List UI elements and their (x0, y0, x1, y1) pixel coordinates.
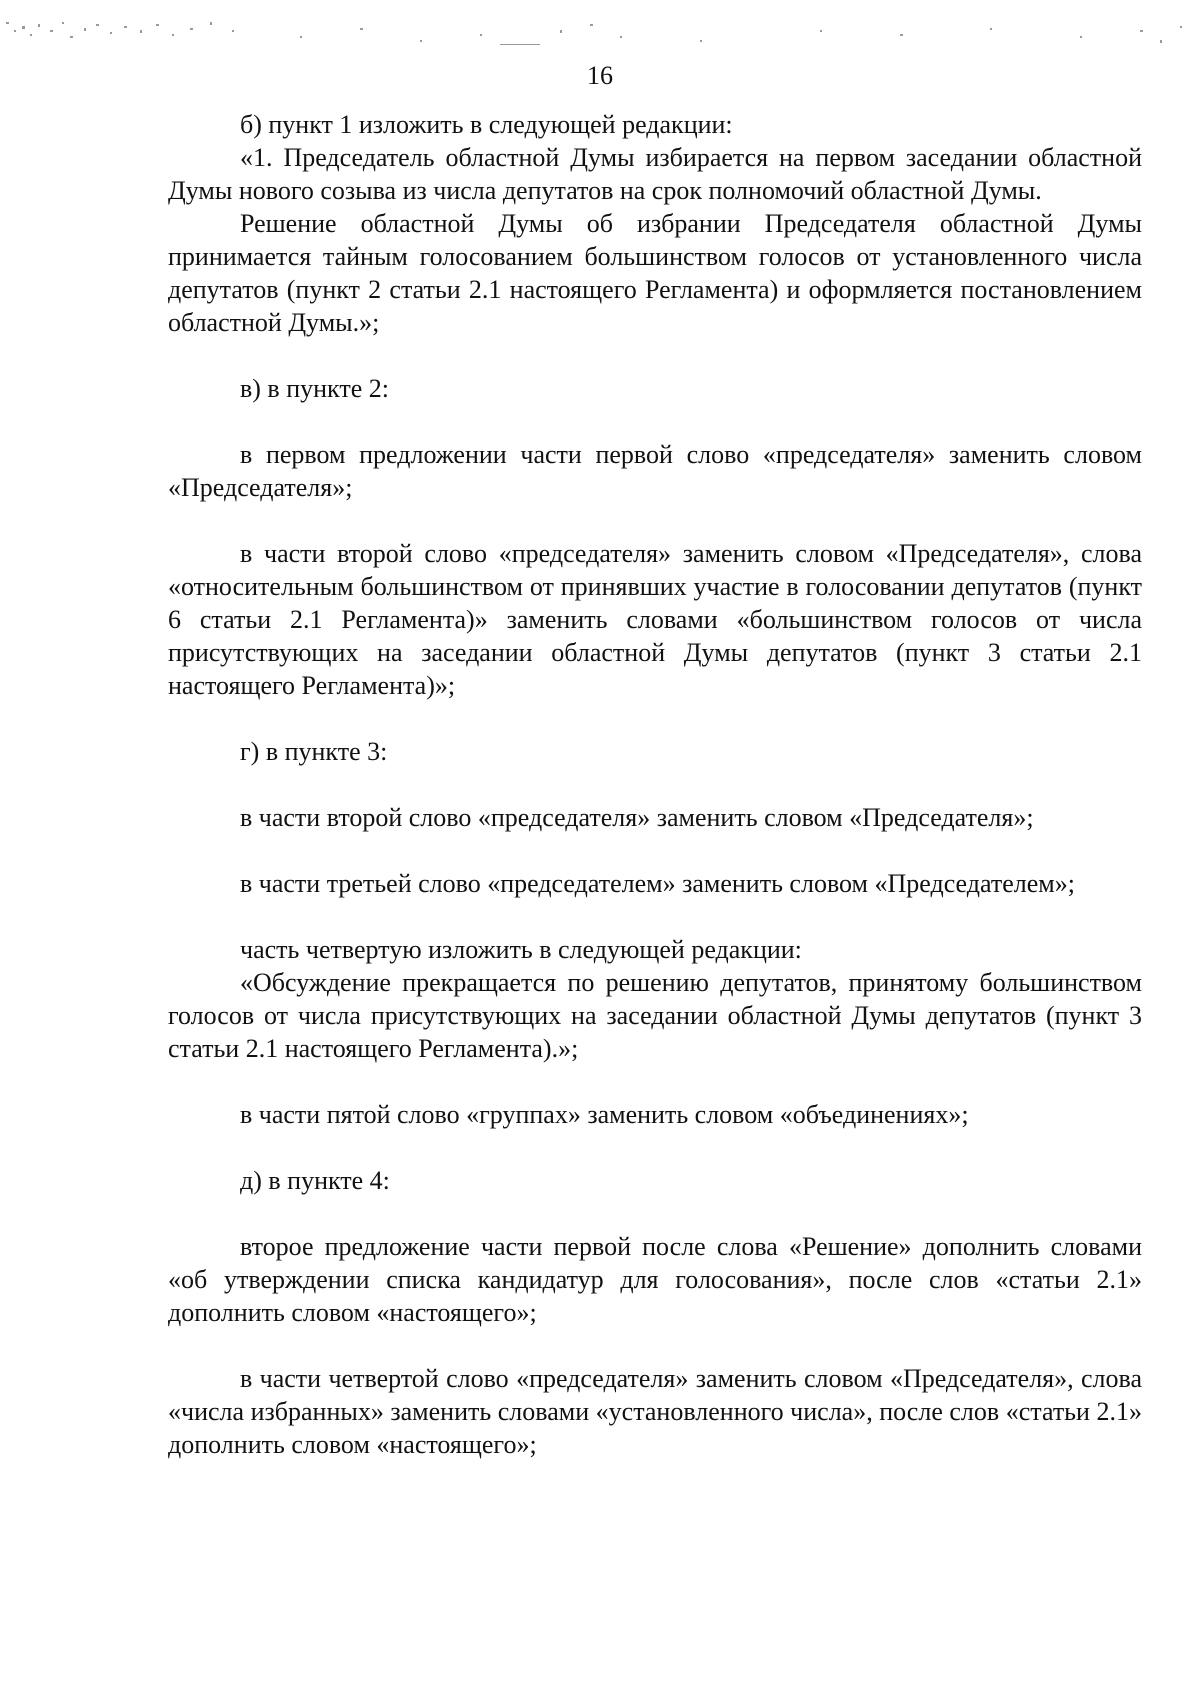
page-number: 16 (587, 61, 613, 90)
paragraph-g-fourth-intro: часть четвертую изложить в следующей редакции: (240, 935, 802, 964)
paragraph-decision: Решение областной Думы об избрании Председателя областной Думы принимается тайным голосованием большинством голосов от установленного числа депутатов (пункт 2 статьи 2.1 настоящего Регламента) и оформляется постановлением областной Думы.»; (168, 209, 1142, 337)
paragraph-d-fourth: в части четвертой слово «председателя» заменить словом «Председателя», слова «числа избранных» заменить словами «установленного числа», после слов «статьи 2.1» дополнить словом «настоящего»; (168, 1364, 1142, 1459)
paragraph-g-second: в части второй слово «председателя» заменить словом «Председателя»; (240, 803, 1034, 832)
document-body (168, 108, 1142, 1461)
scan-noise-strip (0, 0, 1200, 60)
paragraph-quote-1: «1. Председатель областной Думы избирается на первом заседании областной Думы нового созыва из числа депутатов на срок полномочий областной Думы. (168, 143, 1142, 205)
paragraph-g-third: в части третьей слово «председателем» заменить словом «Председателем»; (240, 869, 1075, 898)
paragraph-d-first: второе предложение части первой после слова «Решение» дополнить словами «об утверждении списка кандидатур для голосования», после слов «статьи 2.1» дополнить словом «настоящего»; (168, 1232, 1142, 1327)
paragraph-g-heading: г) в пункте 3: (240, 737, 388, 766)
paragraph-g-fourth-quote: «Обсуждение прекращается по решению депутатов, принятому большинством голосов от числа присутствующих на заседании областной Думы депутатов (пункт 3 статьи 2.1 настоящего Регламента).»; (168, 968, 1142, 1063)
paragraph-g-fifth: в части пятой слово «группах» заменить словом «объединениях»; (240, 1100, 969, 1129)
paragraph-v-heading: в) в пункте 2: (240, 374, 389, 403)
paragraph-d-heading: д) в пункте 4: (240, 1166, 390, 1195)
paragraph-b-intro: б) пункт 1 изложить в следующей редакции: (240, 110, 733, 139)
paragraph-v-first: в первом предложении части первой слово «председателя» заменить словом «Председателя»; (168, 440, 1142, 502)
paragraph-v-second: в части второй слово «председателя» заменить словом «Председателя», слова «относительным большинством от принявших участие в голосовании депутатов (пункт 6 статьи 2.1 Регламента)» заменить словами «большинством голосов от числа присутствующих на заседании областной Думы депутатов (пункт 3 статьи 2.1 настоящего Регламента)»; (168, 539, 1142, 700)
